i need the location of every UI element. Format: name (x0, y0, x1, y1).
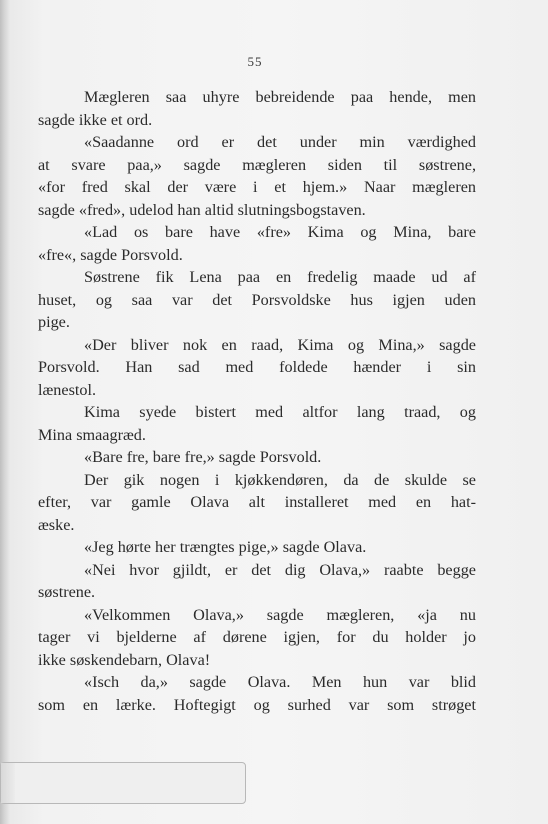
text-line: «Saadanne ord er det under min værdighed (84, 133, 476, 151)
page-binding-edge (0, 0, 10, 824)
text-line: Porsvold. Han sad med foldede hænder i sin (38, 358, 476, 376)
text-line: sagde «fred», udelod han altid slutningsbogstaven. (38, 200, 366, 219)
body-text (38, 86, 476, 716)
text-line: æske. (38, 515, 75, 534)
text-line: huset, og saa var det Porsvoldske hus igjen uden (38, 290, 476, 309)
page-number: 55 (247, 54, 263, 69)
text-line: pige. (38, 313, 70, 331)
library-label-sticker (0, 762, 246, 804)
text-line: Kima syede bistert med altfor lang traad, og (84, 403, 476, 421)
text-line: Der gik nogen i kjøkkendøren, da de skulde se (84, 470, 476, 489)
text-line: sagde ikke et ord. (38, 110, 153, 129)
text-line: Søstrene fik Lena paa en fredelig maade ud af (84, 268, 476, 286)
sticker-stripe (1, 763, 15, 803)
text-line: «Jeg hørte her trængtes pige,» sagde Olava. (84, 538, 367, 556)
text-line: at svare paa,» sagde mægleren siden til søstrene, (38, 155, 476, 174)
text-line: lænestol. (38, 380, 97, 399)
text-line: ikke søskendebarn, Olava! (38, 650, 211, 669)
text-line: «Nei hvor gjildt, er det dig Olava,» raabte begge (84, 560, 476, 579)
text-line: som en lærke. Hoftegigt og surhed var som strøget (38, 695, 476, 714)
text-line: «for fred skal der være i et hjem.» Naar mægleren (38, 178, 476, 196)
text-line: «fre«, sagde Porsvold. (38, 245, 183, 264)
text-line: Mina smaagræd. (38, 425, 146, 444)
text-line: «Velkommen Olava,» sagde mægleren, «ja nu (84, 605, 476, 624)
text-line: efter, var gamle Olava alt installeret med en hat- (38, 493, 476, 511)
text-line: «Lad os bare have «fre» Kima og Mina, bare (84, 223, 476, 241)
text-line: «Der bliver nok en raad, Kima og Mina,» sagde (84, 335, 476, 354)
text-line: tager vi bjelderne af dørene igjen, for du holder jo (38, 628, 476, 646)
text-line: «Isch da,» sagde Olava. Men hun var blid (84, 673, 476, 691)
text-line: «Bare fre, bare fre,» sagde Porsvold. (84, 448, 322, 466)
text-line: Mægleren saa uhyre bebreidende paa hende, men (84, 88, 476, 106)
text-line: søstrene. (38, 583, 96, 601)
